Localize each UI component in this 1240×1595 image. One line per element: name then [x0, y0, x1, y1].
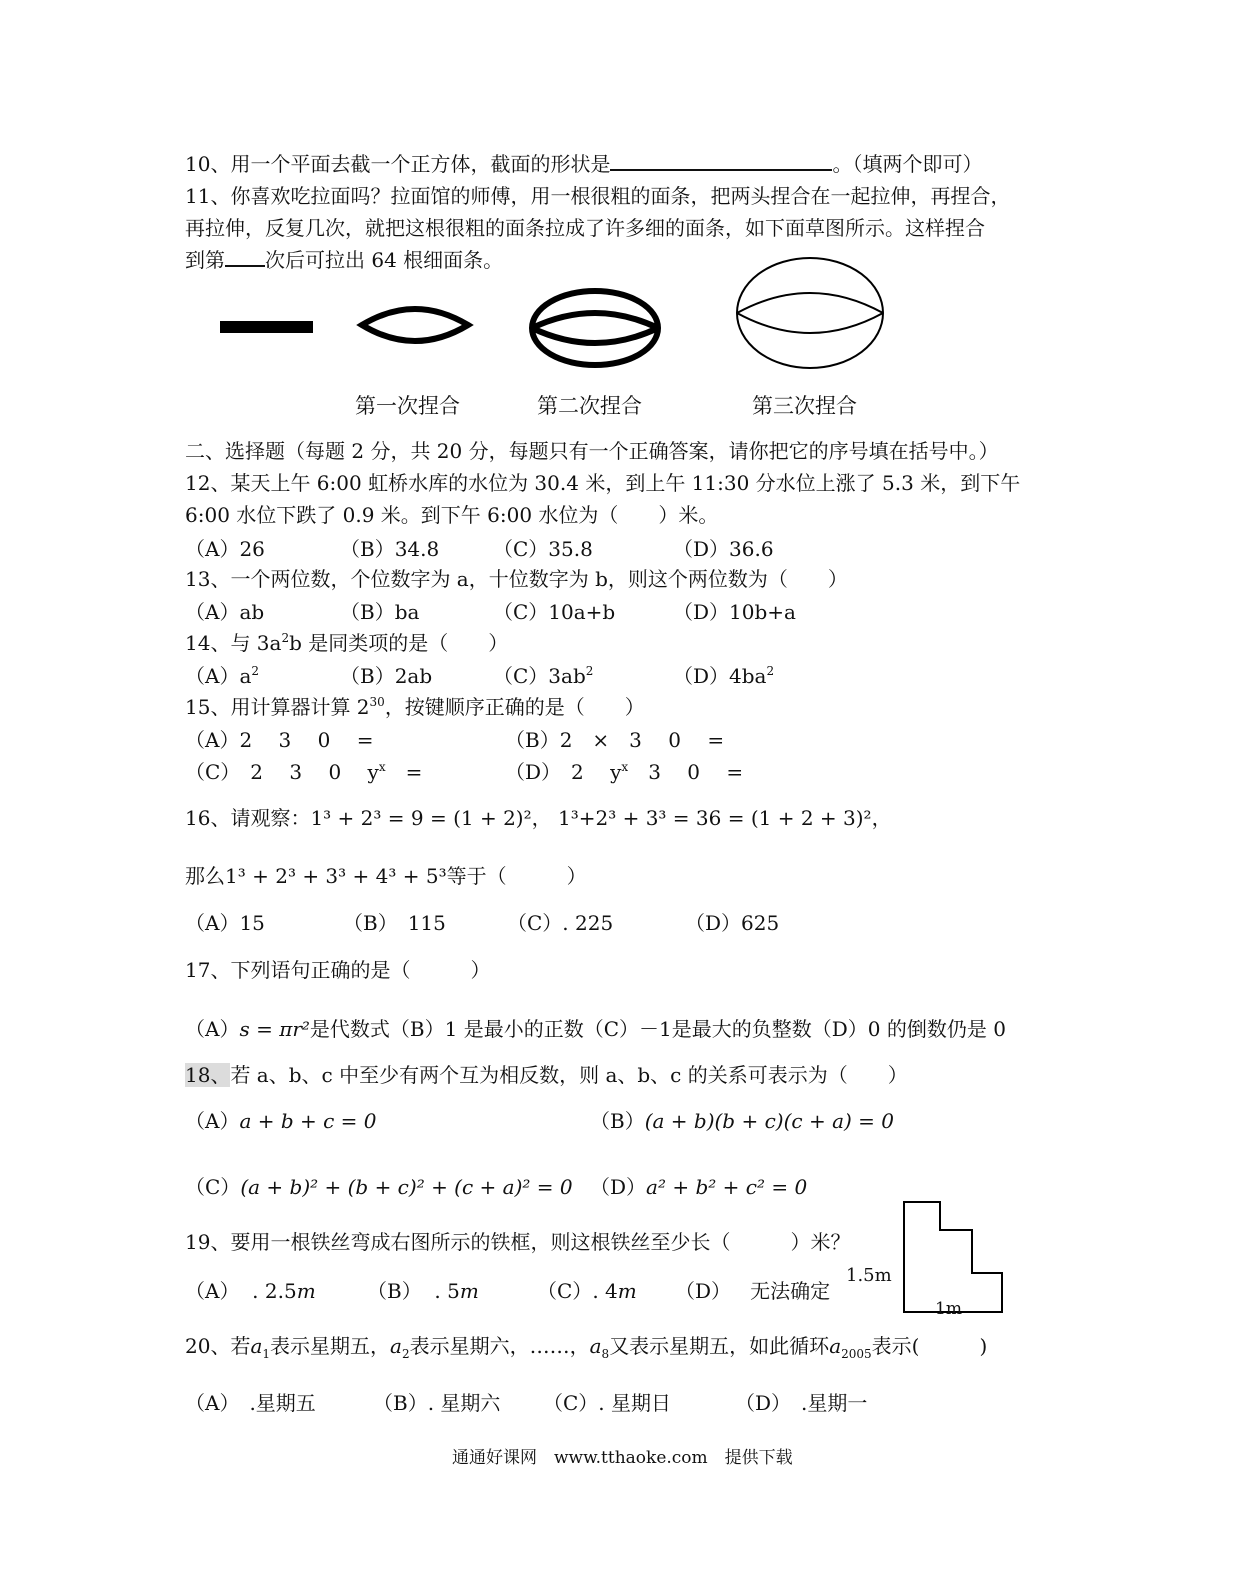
- q18-option-d: [590, 1173, 807, 1201]
- q16-line2: [185, 862, 587, 890]
- q15-option-b: （B）2 × 3 0 =: [505, 728, 725, 752]
- q19-option-c-label: （C）: [537, 1279, 593, 1303]
- q11-line1: 11、你喜欢吃拉面吗？拉面馆的师傅，用一根很粗的面条，把两头捏合在一起拉伸，再捏合，: [185, 184, 1011, 208]
- q15-exp: 30: [369, 695, 385, 709]
- q17-text: 17、下列语句正确的是（ ）: [185, 958, 491, 982]
- q16-option-a: （A）15: [185, 911, 265, 935]
- q17-option-a-label: （A）: [185, 1017, 240, 1041]
- q10-answer-blank: [610, 151, 832, 171]
- q14-option-d-exp: 2: [766, 664, 775, 678]
- q16-eq2: 1³+2³ + 3³ = 36 = (1 + 2 + 3)²，: [557, 806, 892, 830]
- q18-text: [185, 1061, 908, 1089]
- q20-option-a: （A） .星期五: [185, 1391, 316, 1415]
- q20-t2: 表示星期六，……，: [409, 1334, 590, 1358]
- q19-option-b-value: . 5: [434, 1279, 460, 1303]
- q15-pre: 15、用计算器计算 2: [185, 695, 370, 719]
- q16-option-c: （C）. 225: [507, 911, 614, 935]
- q20-a2005: a: [829, 1334, 842, 1358]
- q12-line1: 12、某天上午 6:00 虹桥水库的水位为 30.4 米，到上午 11:30 分水位上涨了 5.3 米，到下午: [185, 471, 1021, 495]
- q14-option-d-text: （D）4ba: [673, 664, 767, 688]
- q15-option-c: [185, 758, 422, 786]
- q13-option-d: （D）10b+a: [673, 600, 796, 624]
- q15-option-d-text: （D） 2 y: [505, 760, 622, 784]
- q19-option-d-label: （D）: [675, 1279, 732, 1303]
- q15-option-d: [505, 758, 743, 786]
- q19-option-d: [675, 1277, 830, 1305]
- frame-width-label: 1m: [935, 1299, 962, 1319]
- q14-pre: 14、与 3a: [185, 631, 282, 655]
- q15-option-a: （A）2 3 0 =: [185, 728, 374, 752]
- q14-option-c-text: （C）3ab: [493, 664, 586, 688]
- q15-option-c-exp: x: [378, 760, 386, 774]
- q19-option-d-value: 无法确定: [750, 1279, 831, 1303]
- noodle-bar: [220, 321, 313, 333]
- q19-option-b: [367, 1277, 479, 1305]
- q16-option-d: （D）625: [685, 911, 780, 935]
- q20-a1-sub: 1: [262, 1347, 271, 1361]
- section2-heading: 二、选择题（每题 2 分，共 20 分，每题只有一个正确答案，请你把它的序号填在括号中。）: [185, 439, 999, 463]
- q20-a2: a: [390, 1334, 402, 1358]
- q20-a8-sub: 8: [601, 1347, 610, 1361]
- q19-option-b-unit: m: [459, 1279, 479, 1303]
- q20-a2-sub: 2: [401, 1347, 410, 1361]
- q18-option-b-label: （B）: [590, 1109, 645, 1133]
- q14-option-a: [185, 662, 259, 690]
- q14-option-c: [493, 662, 593, 690]
- q17-options-rest: 是代数式（B）1 是最小的正数（C）－1是最大的负整数（D）0 的倒数仍是 0: [309, 1017, 1006, 1041]
- q14-exp: 2: [281, 631, 290, 645]
- q20-option-b: （B）. 星期六: [373, 1391, 501, 1415]
- q16-option-b: （B） 115: [343, 911, 446, 935]
- q16-label: 16、请观察：: [185, 806, 311, 830]
- q12-option-d: （D）36.6: [673, 537, 774, 561]
- q15-option-d-end: 3 0 =: [628, 760, 744, 784]
- q14-post: b 是同类项的是（ ）: [289, 631, 509, 655]
- q19-option-a-label: （A）: [185, 1279, 240, 1303]
- q19-option-c-unit: m: [617, 1279, 637, 1303]
- q11-line3-end: 次后可拉出 64 根细面条。: [265, 248, 504, 272]
- q12-option-b: （B）34.8: [340, 537, 440, 561]
- noodle-figure: [210, 255, 910, 385]
- q12-option-a: （A）26: [185, 537, 265, 561]
- q20-t4: 表示( ): [871, 1334, 988, 1358]
- q20-pre: 20、若: [185, 1334, 251, 1358]
- page-footer: 通通好课网 www.tthaoke.com 提供下载: [452, 1448, 793, 1468]
- caption-third-fold: 第三次捏合: [752, 394, 857, 418]
- q18-option-a-formula: a + b + c = 0: [239, 1109, 377, 1133]
- q20-a1: a: [250, 1334, 263, 1358]
- q15-option-d-exp: x: [621, 760, 629, 774]
- q14-text: [185, 629, 508, 657]
- q11-line2: 再拉伸，反复几次，就把这根很粗的面条拉成了许多细的面条，如下面草图所示。这样捏合: [185, 216, 985, 240]
- q20-option-d: （D） .星期一: [735, 1391, 868, 1415]
- q14-option-b: （B）2ab: [340, 664, 433, 688]
- q15-text: [185, 693, 645, 721]
- q18-option-b: [590, 1107, 894, 1135]
- q18-body: 若 a、b、c 中至少有两个互为相反数，则 a、b、c 的关系可表示为（ ）: [230, 1063, 908, 1087]
- caption-second-fold: 第二次捏合: [537, 394, 642, 418]
- q20-t1: 表示星期五，: [270, 1334, 391, 1358]
- q16-line2-pre: 那么: [185, 864, 225, 888]
- q20-a8: a: [589, 1334, 602, 1358]
- q12-option-c: （C）35.8: [493, 537, 593, 561]
- q19-option-a-value: . 2.5: [252, 1279, 297, 1303]
- q13-option-c: （C）10a+b: [493, 600, 616, 624]
- q12-line2: 6:00 水位下跌了 0.9 米。到下午 6:00 水位为（ ）米。: [185, 503, 719, 527]
- q15-option-c-end: =: [385, 760, 423, 784]
- q19-option-c: [537, 1277, 637, 1305]
- q14-option-a-exp: 2: [251, 664, 260, 678]
- q18-option-a-label: （A）: [185, 1109, 240, 1133]
- frame-height-label: 1.5m: [846, 1265, 892, 1286]
- q16-line1: [185, 804, 892, 832]
- q15-option-c-text: （C） 2 3 0 y: [185, 760, 379, 784]
- q20-t3: 又表示星期五，如此循环: [609, 1334, 830, 1358]
- q18-option-d-formula: a² + b² + c² = 0: [646, 1175, 808, 1199]
- q20-a2005-sub: 2005: [841, 1347, 872, 1361]
- q20-option-c: （C）. 星期日: [543, 1391, 672, 1415]
- q18-option-c-label: （C）: [185, 1175, 241, 1199]
- q14-option-c-exp: 2: [585, 664, 594, 678]
- q16-line2-expr: 1³ + 2³ + 3³ + 4³ + 5³: [225, 864, 447, 888]
- q17-options: [185, 1015, 1006, 1043]
- noodle-first-fold: [362, 309, 468, 341]
- q14-option-d: [673, 662, 774, 690]
- q15-post: ，按键顺序正确的是（ ）: [384, 695, 645, 719]
- q18-option-b-formula: (a + b)(b + c)(c + a) = 0: [644, 1109, 894, 1133]
- q19-text: 19、要用一根铁丝弯成右图所示的铁框，则这根铁丝至少长（ ）米？: [185, 1230, 851, 1254]
- q10-line: [185, 150, 982, 178]
- q20-text: [185, 1332, 987, 1360]
- q18-option-d-label: （D）: [590, 1175, 647, 1199]
- q16-line2-post: 等于（ ）: [446, 864, 587, 888]
- q13-text: 13、一个两位数，个位数字为 a，十位数字为 b，则这个两位数为（ ）: [185, 567, 848, 591]
- caption-first-fold: 第一次捏合: [355, 394, 460, 418]
- q18-option-c-formula: (a + b)² + (b + c)² + (c + a)² = 0: [240, 1175, 573, 1199]
- q10-tail: 。（填两个即可）: [832, 152, 983, 176]
- q14-option-a-text: （A）a: [185, 664, 252, 688]
- q18-option-a: [185, 1107, 377, 1135]
- q19-option-c-value: . 4: [592, 1279, 618, 1303]
- q11-line3-start: 到第: [185, 248, 225, 272]
- q10-text: 10、用一个平面去截一个正方体，截面的形状是: [185, 152, 611, 176]
- q13-option-b: （B）ba: [340, 600, 420, 624]
- q19-option-b-label: （B）: [367, 1279, 422, 1303]
- q18-number: 18、: [185, 1063, 231, 1087]
- q18-option-c: [185, 1173, 573, 1201]
- q19-option-a: [185, 1277, 316, 1305]
- q16-eq1: 1³ + 2³ = 9 = (1 + 2)²，: [310, 806, 552, 830]
- q19-option-a-unit: m: [296, 1279, 316, 1303]
- q17-formula: s = πr²: [239, 1017, 310, 1041]
- noodle-second-fold: [532, 291, 658, 365]
- noodle-third-fold: [737, 258, 883, 368]
- q13-option-a: （A）ab: [185, 600, 265, 624]
